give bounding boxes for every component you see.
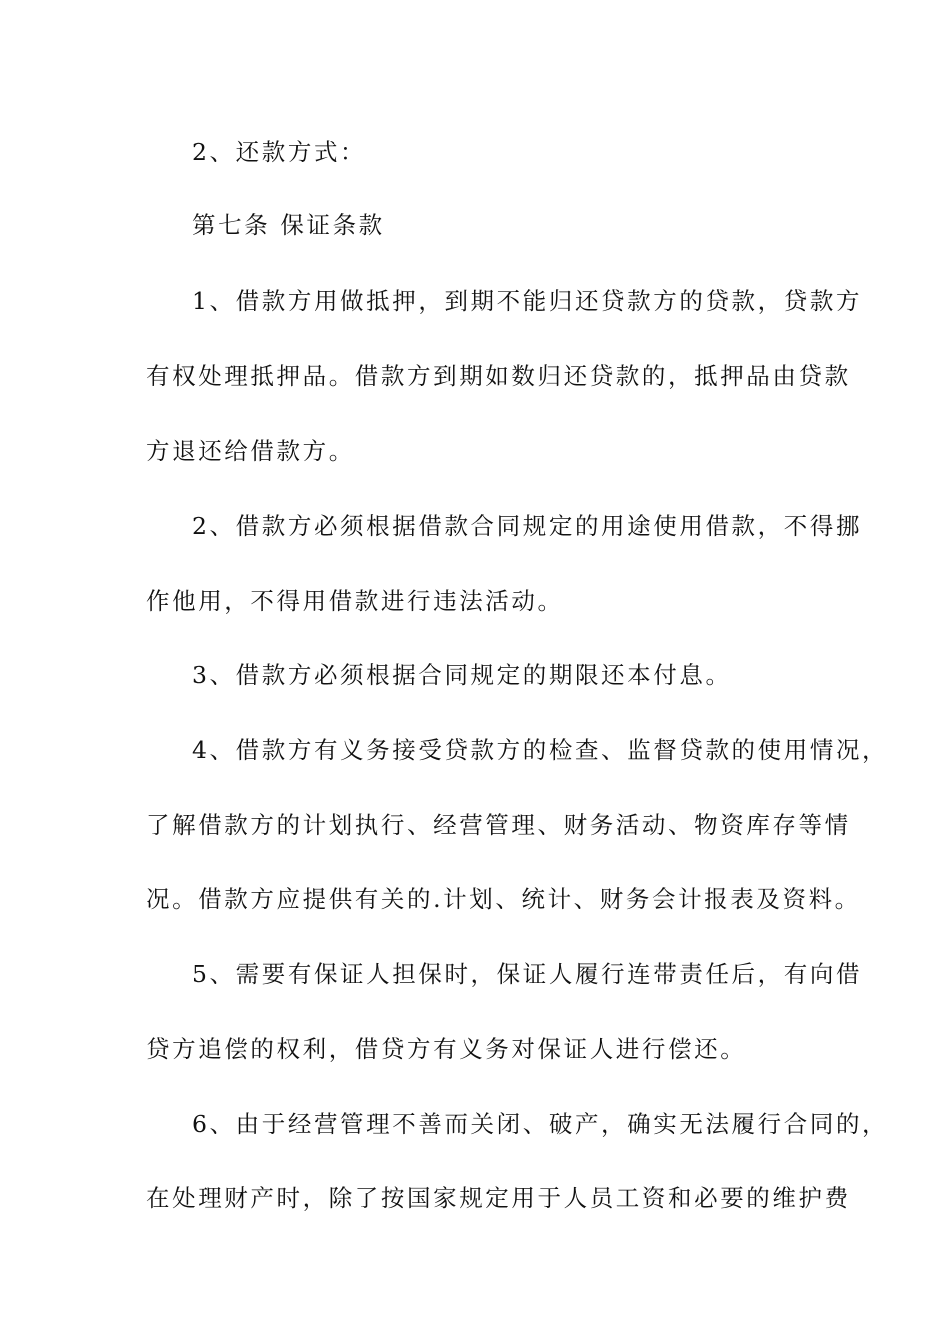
clause-2-line-1: 2、借款方必须根据借款合同规定的用途使用借款，不得挪 [192, 512, 863, 540]
clause-4-line-3: 况。借款方应提供有关的.计划、统计、财务会计报表及资料。 [146, 885, 861, 913]
article-seven-heading: 第七条 保证条款 [192, 211, 385, 239]
clause-3-line-1: 3、借款方必须根据合同规定的期限还本付息。 [192, 661, 732, 689]
clause-5-line-2: 贷方追偿的权利，借贷方有义务对保证人进行偿还。 [146, 1035, 747, 1063]
clause-5-line-1: 5、需要有保证人担保时，保证人履行连带责任后，有向借 [192, 960, 863, 988]
clause-2-line-2: 作他用，不得用借款进行违法活动。 [146, 587, 564, 615]
clause-4-line-1: 4、借款方有义务接受贷款方的检查、监督贷款的使用情况， [192, 736, 889, 764]
clause-1-line-2: 有权处理抵押品。借款方到期如数归还贷款的，抵押品由贷款 [146, 362, 851, 390]
clause-4-line-2: 了解借款方的计划执行、经营管理、财务活动、物资库存等情 [146, 811, 851, 839]
clause-6-line-2: 在处理财产时，除了按国家规定用于人员工资和必要的维护费 [146, 1184, 851, 1212]
repayment-method-line: 2、还款方式： [192, 138, 367, 166]
clause-1-line-1: 1、借款方用做抵押，到期不能归还贷款方的贷款，贷款方 [192, 287, 863, 315]
clause-1-line-3: 方退还给借款方。 [146, 437, 355, 465]
clause-6-line-1: 6、由于经营管理不善而关闭、破产，确实无法履行合同的， [192, 1110, 889, 1138]
